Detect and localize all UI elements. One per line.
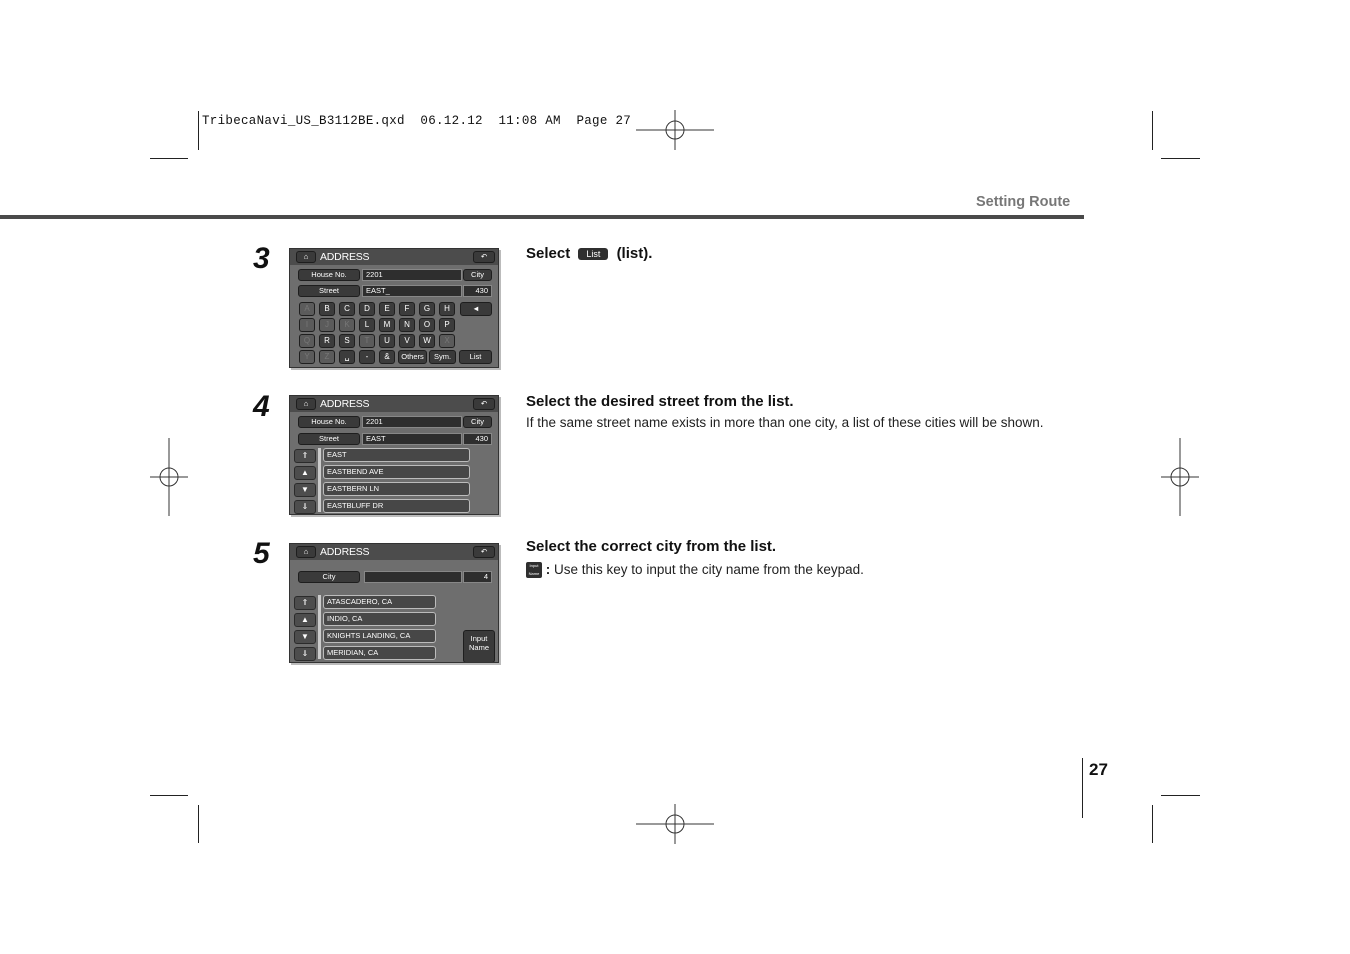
input-name-button[interactable] [463,630,495,663]
step-heading [526,245,652,262]
list-item[interactable]: INDIO, CA [323,612,436,626]
scroll-down-icon[interactable]: ▼ [294,630,316,644]
key[interactable]: P [439,318,455,332]
list-button-icon: List [578,248,608,260]
back-button[interactable]: ↶ [473,398,495,410]
city-field [364,571,462,583]
page-number-rule [1082,758,1083,818]
key[interactable]: J [319,318,335,332]
key-desc-separator: : [545,562,551,577]
key[interactable]: D [359,302,375,316]
backspace-button[interactable]: ◄ [460,302,492,316]
key[interactable]: T [359,334,375,348]
key[interactable]: U [379,334,395,348]
screen-title: ADDRESS [320,398,370,410]
input-name-label: Input [470,634,488,643]
match-count: 4 [463,571,492,583]
key[interactable]: & [379,350,395,364]
street-field: EAST [362,433,462,445]
street-button[interactable]: Street [298,285,360,297]
registration-mark-icon [1161,438,1199,516]
key[interactable]: H [439,302,455,316]
house-no-field: 2201 [362,416,462,428]
crop-mark [150,158,188,159]
list-item[interactable]: KNIGHTS LANDING, CA [323,629,436,643]
key[interactable]: V [399,334,415,348]
step-heading: Select the correct city from the list. [526,538,777,555]
key[interactable]: B [319,302,335,316]
registration-mark-icon [636,804,714,844]
input-name-key-icon: Input Name [526,562,542,578]
header-rule [0,215,1084,219]
key[interactable]: I [299,318,315,332]
page-up-icon[interactable]: ⇑ [294,596,316,610]
city-button[interactable]: City [463,416,492,428]
key[interactable]: W [419,334,435,348]
key[interactable]: O [419,318,435,332]
crop-mark [198,111,199,150]
key[interactable]: Q [299,334,315,348]
step-heading: Select the desired street from the list. [526,393,794,410]
crop-mark [1152,805,1153,843]
key[interactable]: G [419,302,435,316]
key[interactable]: F [399,302,415,316]
key[interactable]: C [339,302,355,316]
scrollbar-track[interactable] [318,448,321,512]
list-button[interactable]: List [459,350,492,364]
list-item[interactable]: MERIDIAN, CA [323,646,436,660]
street-field: EAST_ [362,285,462,297]
nav-screen-street-list [289,395,499,515]
scroll-up-icon[interactable]: ▲ [294,613,316,627]
input-name-label: Name [468,643,489,652]
crop-mark [198,805,199,843]
section-title: Setting Route [976,194,1071,210]
screen-title: ADDRESS [320,546,370,558]
house-no-button[interactable]: House No. [298,416,360,428]
crop-mark [1152,111,1153,150]
back-button[interactable]: ↶ [473,546,495,558]
screen-title: ADDRESS [320,251,370,263]
key[interactable]: - [359,350,375,364]
city-button[interactable]: City [463,269,492,281]
key[interactable]: K [339,318,355,332]
key[interactable]: Y [299,350,315,364]
key[interactable]: ␣ [339,350,355,364]
key[interactable]: E [379,302,395,316]
step-description: If the same street name exists in more than one city, a list of these cities will be shown. [526,415,1044,430]
registration-mark-icon [150,438,188,516]
crop-mark [1161,795,1200,796]
home-button[interactable]: ⌂ [296,251,316,263]
list-item[interactable]: EASTBERN LN [323,482,470,496]
key[interactable]: A [299,302,315,316]
step-number: 4 [253,390,270,423]
list-item[interactable]: EAST [323,448,470,462]
key[interactable]: R [319,334,335,348]
house-no-button[interactable]: House No. [298,269,360,281]
key[interactable]: S [339,334,355,348]
street-button[interactable]: Street [298,433,360,445]
nav-screen-city-list [289,543,499,663]
crop-mark [1161,158,1200,159]
match-count: 430 [463,433,492,445]
key[interactable]: Z [319,350,335,364]
page-number: 27 [1089,760,1108,779]
list-item[interactable]: EASTBEND AVE [323,465,470,479]
page-down-icon[interactable]: ⇓ [294,500,316,514]
key-desc-text: Use this key to input the city name from the keypad. [554,562,864,577]
key[interactable]: M [379,318,395,332]
home-button[interactable]: ⌂ [296,398,316,410]
key-description [526,561,1066,578]
key[interactable]: X [439,334,455,348]
registration-mark-icon [636,110,714,150]
page-up-icon[interactable]: ⇑ [294,449,316,463]
city-button[interactable]: City [298,571,360,583]
house-no-field: 2201 [362,269,462,281]
match-count: 430 [463,285,492,297]
heading-text: (list). [616,245,653,262]
list-item[interactable]: EASTBLUFF DR [323,499,470,513]
step-number: 3 [253,242,270,275]
nav-screen-keyboard [289,248,499,368]
key[interactable]: L [359,318,375,332]
heading-text: Select [526,245,571,262]
step-number: 5 [253,537,270,570]
list-item[interactable]: ATASCADERO, CA [323,595,436,609]
home-button[interactable]: ⌂ [296,546,316,558]
key[interactable]: N [399,318,415,332]
scroll-down-icon[interactable]: ▼ [294,483,316,497]
page-down-icon[interactable]: ⇓ [294,647,316,661]
back-button[interactable]: ↶ [473,251,495,263]
others-button[interactable]: Others [398,350,427,364]
file-info: TribecaNavi_US_B3112BE.qxd 06.12.12 11:08 AM Page 27 [202,114,632,128]
crop-mark [150,795,188,796]
scrollbar-track[interactable] [318,595,321,659]
sym-button[interactable]: Sym. [429,350,456,364]
scroll-up-icon[interactable]: ▲ [294,466,316,480]
